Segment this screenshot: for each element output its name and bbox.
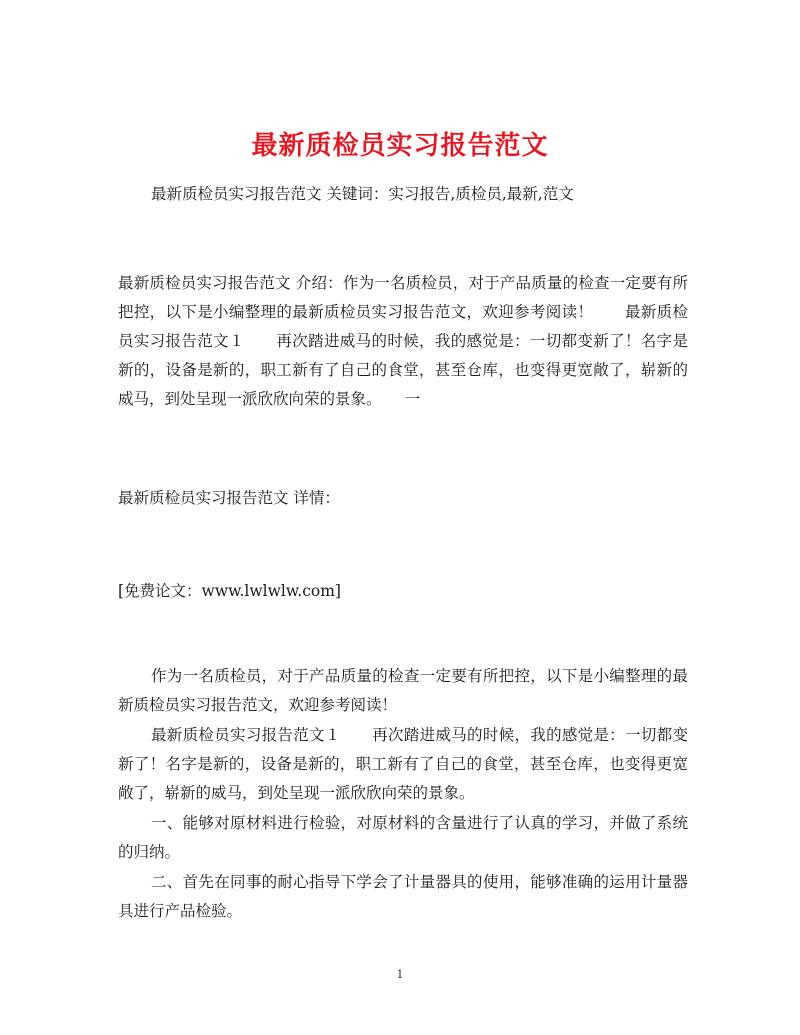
keywords-line: 最新质检员实习报告范文 关键词：实习报告,质检员,最新,范文 [151,185,574,203]
document-title: 最新质检员实习报告范文 [251,131,549,162]
body-paragraph: 一、能够对原材料进行检验，对原材料的含量进行了认真的学习，并做了系统的归纳。 [118,814,688,861]
intro-paragraph: 最新质检员实习报告范文 介绍：作为一名质检员，对于产品质量的检查一定要有所把控，以下是小编整理的最新质检员实习报告范文，欢迎参考阅读！ 最新质检员实习报告范文１ 再次踏进威马的时候，我的感觉是：一切都变新了！名字是新的，设备是新的，职工新有了自己的食堂，甚至仓库，也变得更宽敞了，崭新的威马，到处呈现一派欣欣向荣的景象。 一 [118,274,688,408]
free-paper-link: [免费论文：www.lwlwlw.com] [118,582,341,600]
body-paragraph: 最新质检员实习报告范文１ 再次踏进威马的时候，我的感觉是：一切都变新了！名字是新的，设备是新的，职工新有了自己的食堂，甚至仓库，也变得更宽敞了，崭新的威马，到处呈现一派欣欣向荣的景象。 [118,726,688,802]
body-paragraph: 作为一名质检员，对于产品质量的检查一定要有所把控，以下是小编整理的最新质检员实习报告范文，欢迎参考阅读！ [118,667,688,714]
page-number: 1 [396,968,404,981]
body-paragraph: 二、首先在同事的耐心指导下学会了计量器具的使用，能够准确的运用计量器具进行产品检验。 [118,873,688,920]
body-text [118,662,688,926]
detail-label: 最新质检员实习报告范文 详情： [118,489,340,507]
